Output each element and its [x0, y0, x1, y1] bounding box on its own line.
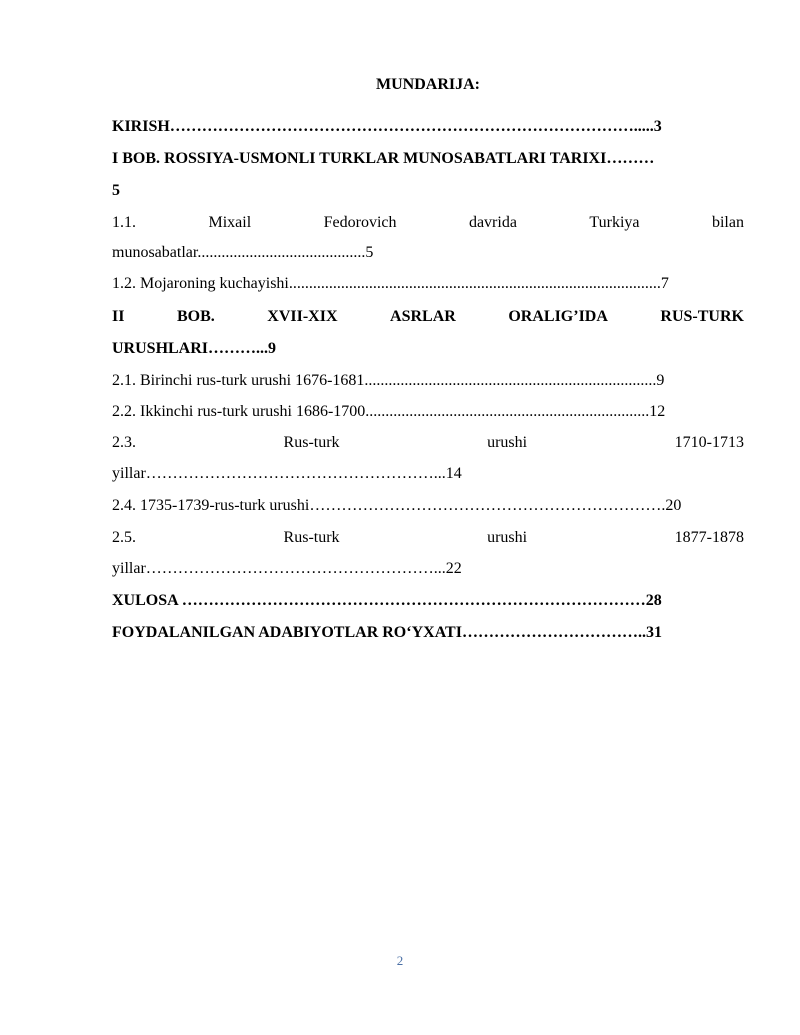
toc-entry-bob1-page: 5	[112, 182, 120, 199]
toc-entry-1-1	[112, 212, 744, 234]
toc-entry-adabiyotlar: FOYDALANILGAN ADABIYOTLAR RO‘YXATI……………………………..31	[112, 624, 662, 641]
toc-word: davrida	[468, 214, 517, 231]
toc-word: BOB.	[176, 308, 215, 325]
toc-entry-2-4: 2.4. 1735-1739-rus-turk urushi………………………………………………………….20	[112, 497, 682, 514]
toc-word: Mixail	[208, 214, 252, 231]
toc-word: RUS-TURK	[660, 308, 744, 325]
toc-word: XVII-XIX	[267, 308, 338, 325]
toc-word: urushi	[487, 529, 528, 546]
toc-entry-1-2: 1.2. Mojaroning kuchayishi.............................................................................................7	[112, 275, 669, 292]
toc-entry-kirish: KIRISH…………………………………………………………………………….....3	[112, 118, 662, 135]
toc-entry-bob2	[112, 306, 744, 328]
toc-word: Fedorovich	[323, 214, 397, 231]
toc-word: 2.5.	[112, 529, 136, 546]
toc-word: Rus-turk	[283, 434, 340, 451]
toc-entry-2-3-page: yillar………………………………………………...14	[112, 465, 462, 482]
toc-entry-2-5-page: yillar………………………………………………...22	[112, 560, 462, 577]
toc-word: II	[112, 308, 125, 325]
toc-word: 1.1.	[112, 214, 136, 231]
toc-entry-bob1: I BOB. ROSSIYA-USMONLI TURKLAR MUNOSABATLARI TARIXI………	[112, 150, 655, 167]
toc-word: 1710-1713	[674, 434, 744, 451]
toc-word: ASRLAR	[390, 308, 456, 325]
toc-word: urushi	[487, 434, 528, 451]
toc-word: Rus-turk	[283, 529, 340, 546]
toc-word: bilan	[711, 214, 744, 231]
toc-entry-1-1-page: munosabatlar..........................................5	[112, 244, 374, 261]
toc-entry-2-1: 2.1. Birinchi rus-turk urushi 1676-1681.........................................................................9	[112, 372, 665, 389]
toc-word: 2.3.	[112, 434, 136, 451]
toc-entry-2-2: 2.2. Ikkinchi rus-turk urushi 1686-1700.......................................................................12	[112, 403, 666, 420]
toc-entry-2-3	[112, 432, 744, 454]
toc-word: ORALIG’IDA	[508, 308, 608, 325]
toc-word: Turkiya	[589, 214, 640, 231]
page-number: 2	[396, 953, 404, 968]
toc-heading: MUNDARIJA:	[376, 76, 480, 93]
toc-entry-xulosa: XULOSA ……………………………………………………………………………28	[112, 592, 662, 609]
toc-entry-bob2-page: URUSHLARI………...9	[112, 340, 277, 357]
toc-word: 1877-1878	[674, 529, 744, 546]
toc-entry-2-5	[112, 527, 744, 549]
